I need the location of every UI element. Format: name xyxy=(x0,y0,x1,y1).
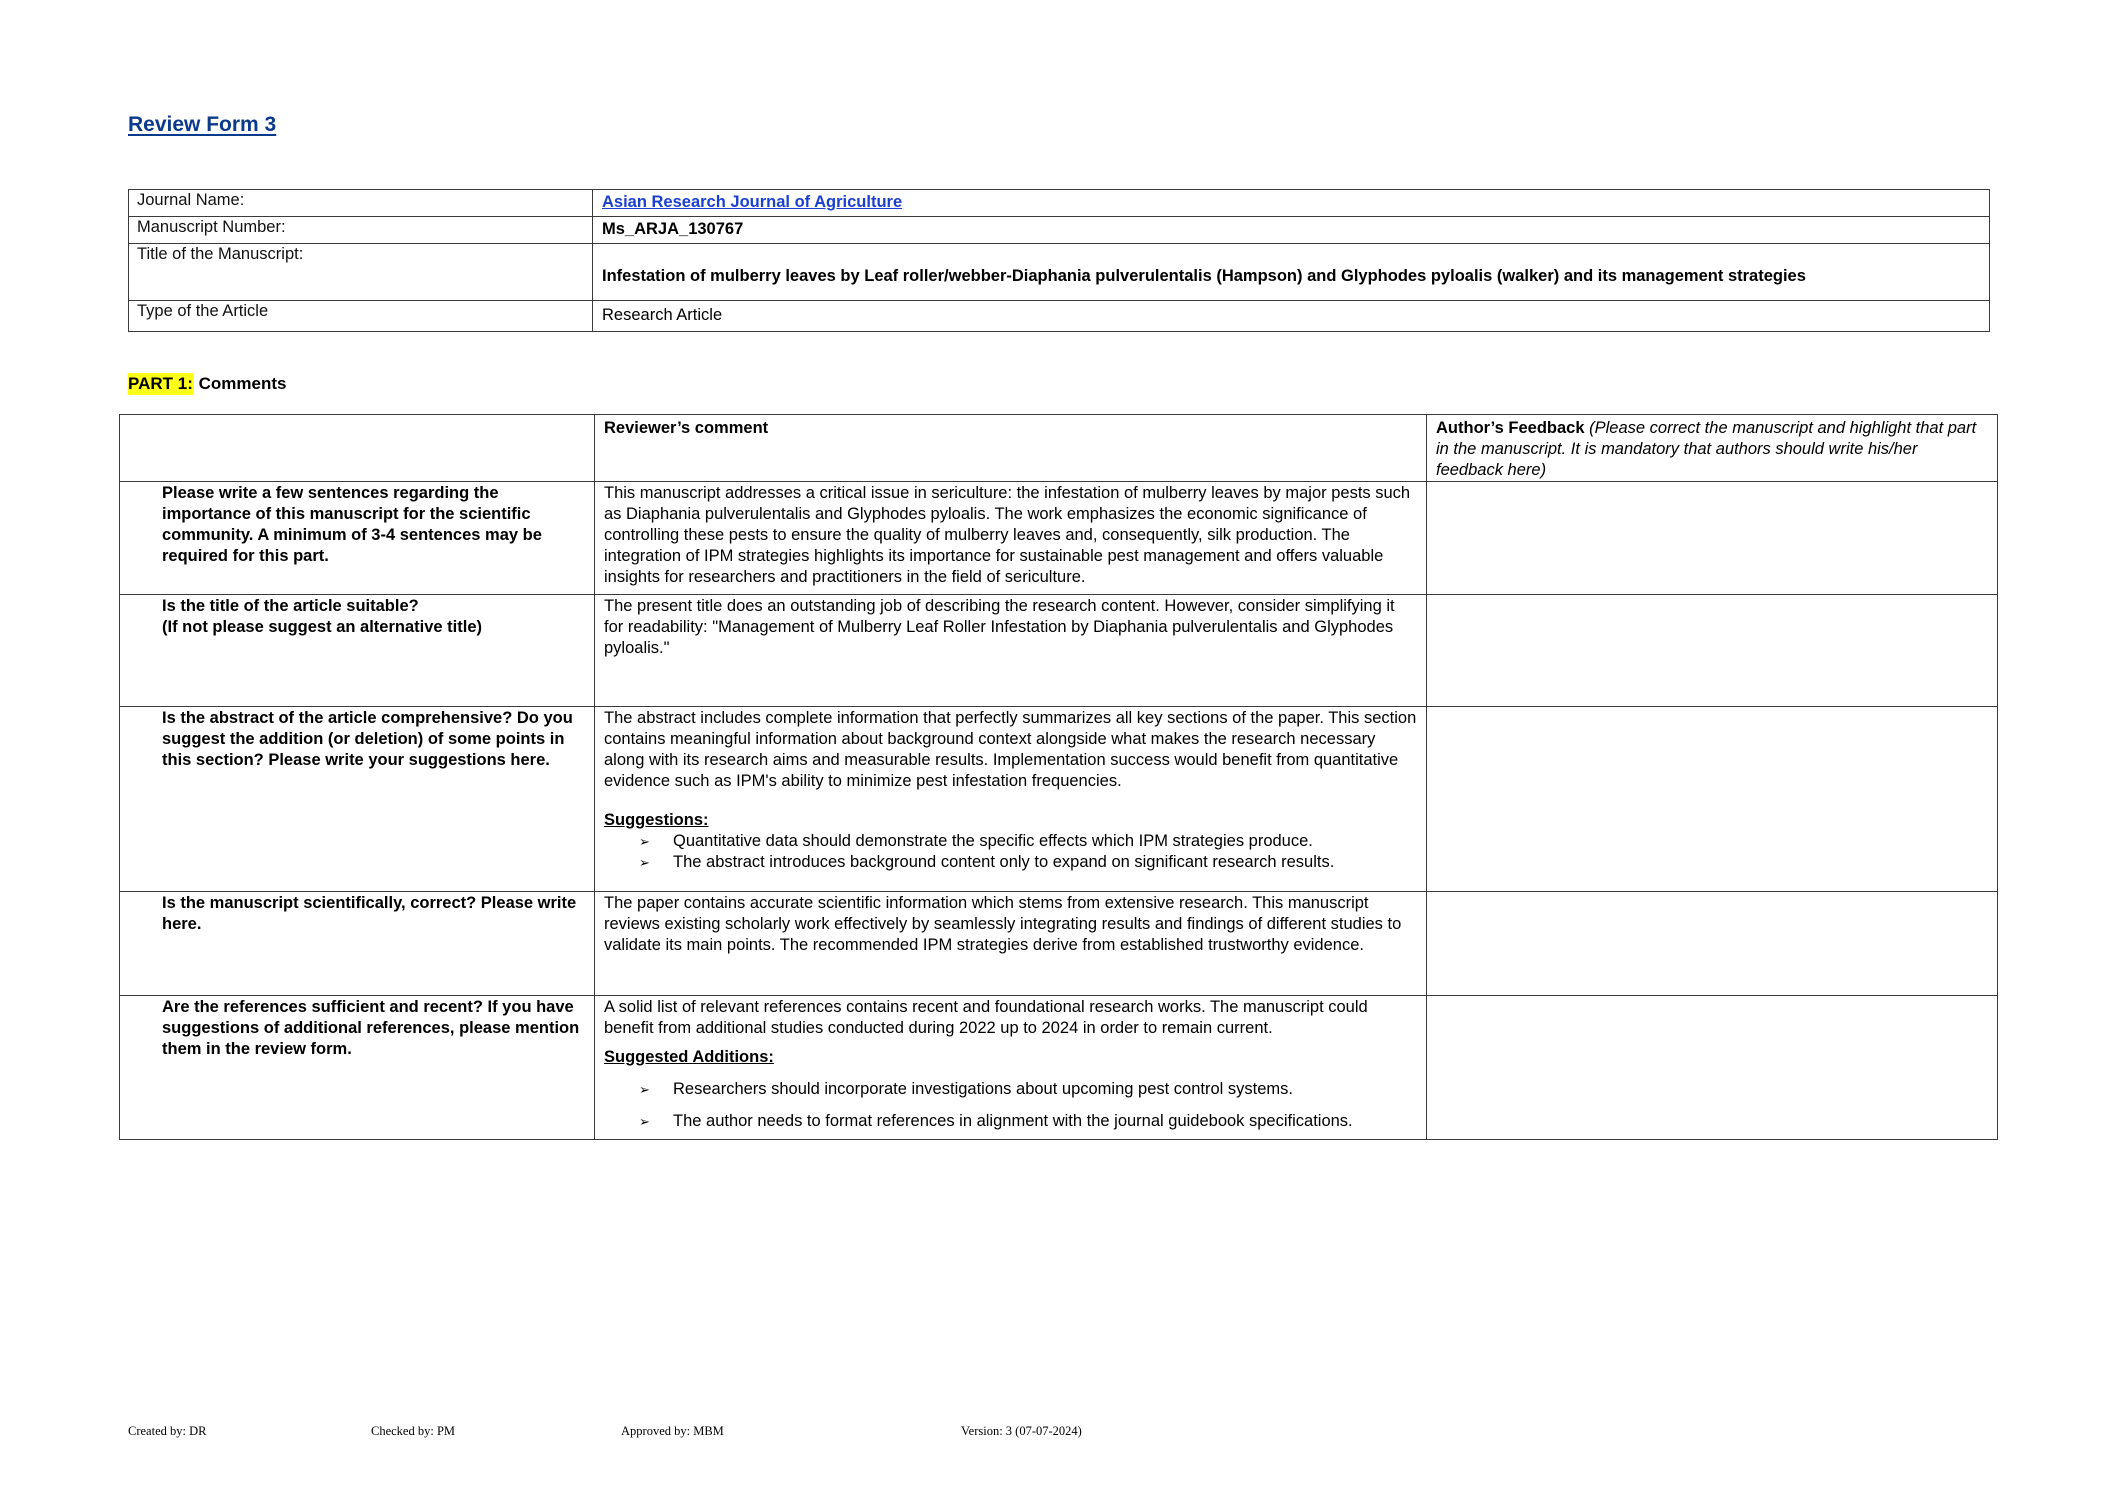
reviewer-comment: The paper contains accurate scientific information which stems from extensive research. This manuscript reviews existing scholarly work effectively by seamlessly integrating results and findings of different studies to validate its main points. The recommended IPM strategies derive from established trustworthy evidence. xyxy=(595,892,1427,996)
footer-version: Version: 3 (07-07-2024) xyxy=(961,1424,1082,1438)
arrow-bullet-icon: ➢ xyxy=(639,855,650,870)
question-title-line2: (If not please suggest an alternative title) xyxy=(162,618,482,636)
info-row-journal xyxy=(129,190,1990,217)
part-number: PART 1: xyxy=(128,374,193,393)
question-abstract: Is the abstract of the article comprehensive? Do you suggest the addition (or deletion) of some points in this section? Please write your suggestions here. xyxy=(120,707,595,892)
info-row-manuscript xyxy=(129,217,1990,244)
suggestion-text: The author needs to format references in alignment with the journal guidebook specifications. xyxy=(673,1112,1353,1130)
author-feedback-title: Author’s Feedback xyxy=(1436,419,1585,437)
suggestion-text: The abstract introduces background content only to expand on significant research results. xyxy=(673,853,1335,871)
table-row xyxy=(120,707,1998,892)
table-row xyxy=(120,996,1998,1140)
info-row-type xyxy=(129,301,1990,332)
author-feedback-field[interactable] xyxy=(1427,996,1998,1140)
table-row xyxy=(120,892,1998,996)
info-row-title xyxy=(129,244,1990,301)
part-title: Comments xyxy=(198,374,287,393)
empty-header-cell xyxy=(120,415,595,482)
list-item xyxy=(639,1111,1418,1132)
reviewer-comment xyxy=(595,996,1427,1140)
author-feedback-field[interactable] xyxy=(1427,595,1998,707)
form-title: Review Form 3 xyxy=(128,113,277,136)
question-importance: Please write a few sentences regarding the importance of this manuscript for the scientific community. A minimum of 3-4 sentences may be required for this part. xyxy=(120,482,595,595)
list-item xyxy=(639,852,1418,873)
footer-created-by: Created by: DR xyxy=(128,1424,207,1438)
part-heading xyxy=(128,374,286,394)
question-title-line1: Is the title of the article suitable? xyxy=(162,597,419,615)
author-feedback-note: (Please correct the manuscript and highlight that part in the manuscript. It is mandatory that authors should write his/her feedback here) xyxy=(1436,419,1977,479)
reviewer-comment-text: The abstract includes complete information that perfectly summarizes all key sections of the paper. This section contains meaningful information about background context alongside what makes the research necessary along with its research aims and measurable results. Implementation success would benefit from quantitative evidence such as IPM's ability to minimize pest infestation frequencies. xyxy=(604,709,1417,790)
reviewer-comment: The present title does an outstanding job of describing the research content. However, consider simplifying it for readability: "Management of Mulberry Leaf Roller Infestation by Diaphania pulverulentalis and Glyphodes pyloalis." xyxy=(595,595,1427,707)
table-row xyxy=(120,482,1998,595)
reviewer-comment: This manuscript addresses a critical issue in sericulture: the infestation of mulberry leaves by major pests such as Diaphania pulverulentalis and Glyphodes pyloalis. The work emphasizes the economic significance of controlling these pests to ensure the quality of mulberry leaves and, consequently, silk production. The integration of IPM strategies highlights its importance for sustainable pest management and offers valuable insights for researchers and practitioners in the field of sericulture. xyxy=(595,482,1427,595)
question-scientific: Is the manuscript scientifically, correct? Please write here. xyxy=(120,892,595,996)
manuscript-title-value: Infestation of mulberry leaves by Leaf roller/webber-Diaphania pulverulentalis (Hampson) and Glyphodes pyloalis (walker) and its management strategies xyxy=(593,244,1990,301)
list-item xyxy=(639,1079,1418,1100)
journal-value-cell xyxy=(593,190,1990,217)
suggested-additions-heading: Suggested Additions: xyxy=(604,1048,774,1066)
reviewer-comment xyxy=(595,707,1427,892)
reviewer-comment-header: Reviewer’s comment xyxy=(595,415,1427,482)
author-feedback-field[interactable] xyxy=(1427,482,1998,595)
suggestions-list xyxy=(604,831,1418,873)
journal-link[interactable]: Asian Research Journal of Agriculture xyxy=(602,193,903,211)
question-references: Are the references sufficient and recent? If you have suggestions of additional references, please mention them in the review form. xyxy=(120,996,595,1140)
arrow-bullet-icon: ➢ xyxy=(639,834,650,849)
arrow-bullet-icon: ➢ xyxy=(639,1114,650,1129)
manuscript-number-label: Manuscript Number: xyxy=(129,217,593,244)
footer-checked-by: Checked by: PM xyxy=(371,1424,456,1438)
article-type-label: Type of the Article xyxy=(129,301,593,332)
suggestion-text: Researchers should incorporate investigations about upcoming pest control systems. xyxy=(673,1080,1293,1098)
list-item xyxy=(639,831,1418,852)
comments-header-row xyxy=(120,415,1998,482)
manuscript-info-table xyxy=(128,189,1990,332)
suggestions-heading: Suggestions: xyxy=(604,811,709,829)
footer-approved-by: Approved by: MBM xyxy=(621,1424,724,1438)
table-row xyxy=(120,595,1998,707)
reviewer-comment-text: A solid list of relevant references contains recent and foundational research works. The manuscript could benefit from additional studies conducted during 2022 up to 2024 in order to remain current. xyxy=(604,998,1368,1037)
author-feedback-header xyxy=(1427,415,1998,482)
journal-label: Journal Name: xyxy=(129,190,593,217)
author-feedback-field[interactable] xyxy=(1427,707,1998,892)
author-feedback-field[interactable] xyxy=(1427,892,1998,996)
arrow-bullet-icon: ➢ xyxy=(639,1082,650,1097)
question-title xyxy=(120,595,595,707)
manuscript-number-value: Ms_ARJA_130767 xyxy=(593,217,1990,244)
manuscript-title-label: Title of the Manuscript: xyxy=(129,244,593,301)
comments-table xyxy=(119,414,1998,1140)
suggestion-text: Quantitative data should demonstrate the specific effects which IPM strategies produce. xyxy=(673,832,1313,850)
article-type-value: Research Article xyxy=(593,301,1990,332)
suggested-additions-list xyxy=(604,1079,1418,1132)
